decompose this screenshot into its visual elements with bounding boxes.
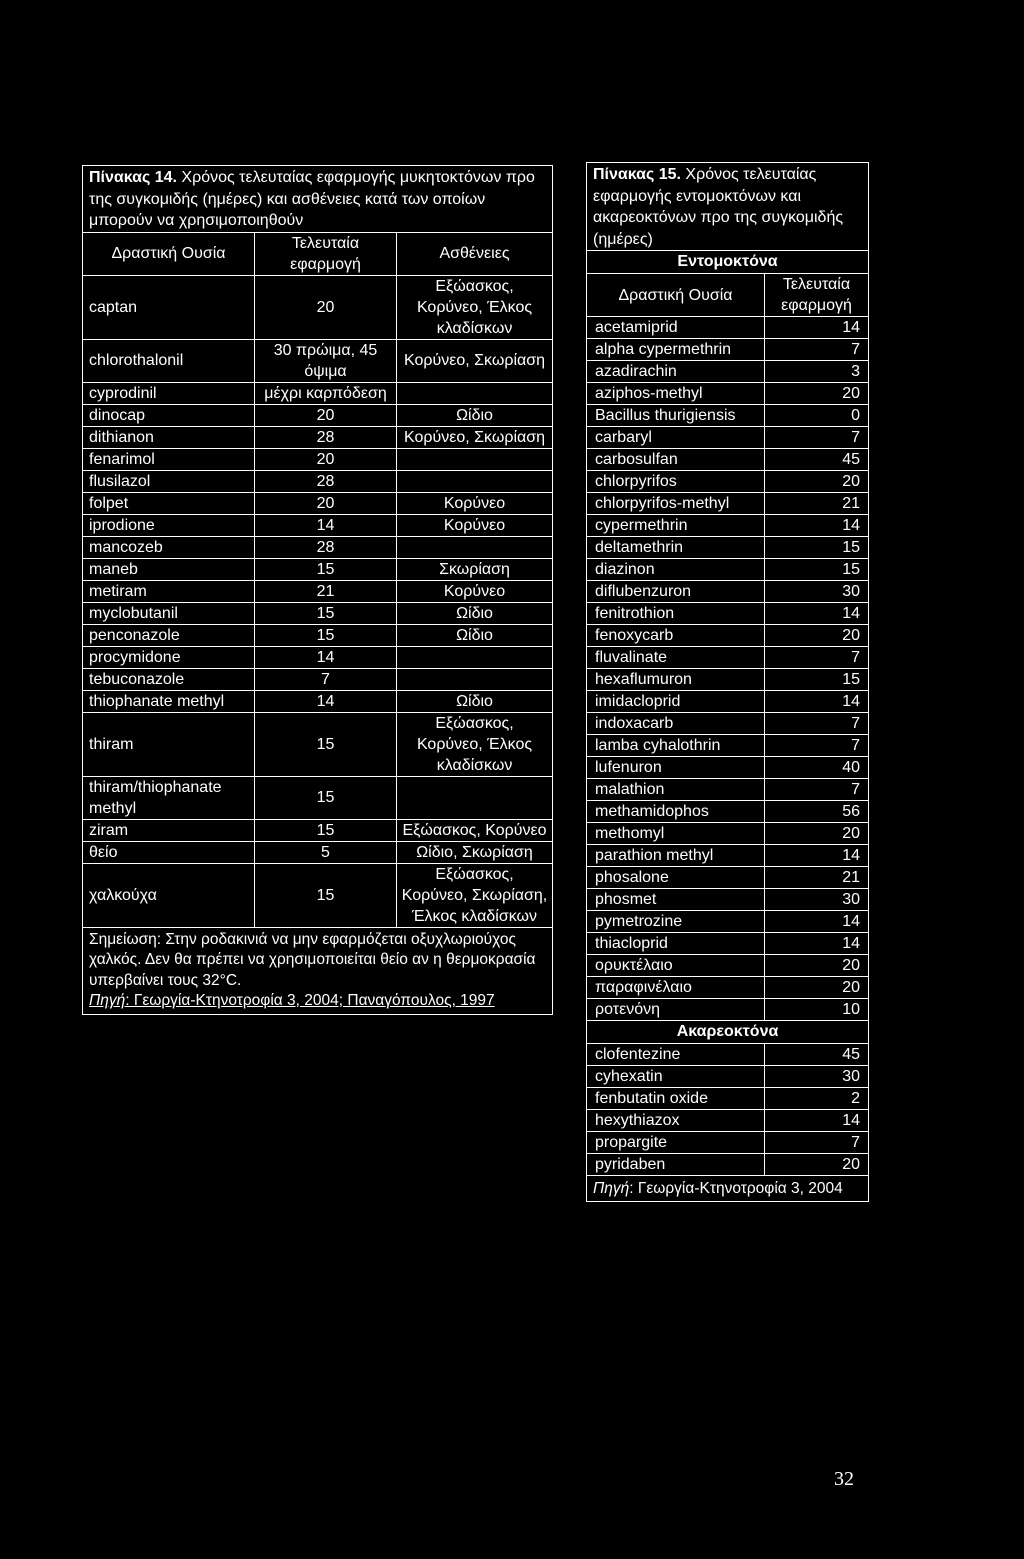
last-application-cell: 20 bbox=[765, 1154, 869, 1176]
table-15-section-row bbox=[587, 1021, 869, 1044]
table-row bbox=[587, 1066, 869, 1088]
substance-cell: diflubenzuron bbox=[587, 581, 765, 603]
table-row bbox=[83, 382, 553, 404]
last-application-cell: 20 bbox=[255, 448, 397, 470]
table-row bbox=[83, 514, 553, 536]
substance-cell: fluvalinate bbox=[587, 647, 765, 669]
table-row bbox=[587, 1088, 869, 1110]
substance-cell: fenoxycarb bbox=[587, 625, 765, 647]
last-application-cell: 14 bbox=[765, 1110, 869, 1132]
table-row bbox=[587, 581, 869, 603]
substance-cell: lufenuron bbox=[587, 757, 765, 779]
table-row bbox=[83, 536, 553, 558]
table-15-caption-number: Πίνακας 15. bbox=[593, 166, 681, 183]
last-application-cell: 30 bbox=[765, 1066, 869, 1088]
substance-cell: clofentezine bbox=[587, 1044, 765, 1066]
substance-cell: carbosulfan bbox=[587, 449, 765, 471]
substance-cell: ziram bbox=[83, 819, 255, 841]
table-14-caption bbox=[83, 166, 553, 233]
substance-cell: pymetrozine bbox=[587, 911, 765, 933]
substance-cell: lamba cyhalothrin bbox=[587, 735, 765, 757]
table-row bbox=[587, 845, 869, 867]
diseases-cell: Κορύνεο, Σκωρίαση bbox=[397, 426, 553, 448]
last-application-cell: 30 bbox=[765, 889, 869, 911]
table-row bbox=[587, 493, 869, 515]
substance-cell: folpet bbox=[83, 492, 255, 514]
substance-cell: fenitrothion bbox=[587, 603, 765, 625]
substance-cell: chlorpyrifos-methyl bbox=[587, 493, 765, 515]
table-row bbox=[83, 776, 553, 819]
substance-cell: parathion methyl bbox=[587, 845, 765, 867]
diseases-cell bbox=[397, 646, 553, 668]
table-row bbox=[587, 1154, 869, 1176]
last-application-cell: 15 bbox=[765, 537, 869, 559]
last-application-cell: 15 bbox=[765, 559, 869, 581]
substance-cell: methamidophos bbox=[587, 801, 765, 823]
last-application-cell: 14 bbox=[765, 317, 869, 339]
last-application-cell: 20 bbox=[765, 823, 869, 845]
last-application-cell: 15 bbox=[765, 669, 869, 691]
last-application-cell: 14 bbox=[765, 933, 869, 955]
table-row bbox=[587, 911, 869, 933]
substance-cell: mancozeb bbox=[83, 536, 255, 558]
source-text: : Γεωργία-Κτηνοτροφία 3, 2004; Παναγόπουλος, 1997 bbox=[125, 992, 495, 1009]
substance-cell: pyridaben bbox=[587, 1154, 765, 1176]
last-application-cell: 40 bbox=[765, 757, 869, 779]
diseases-cell: Εξώασκος, Κορύνεο, Έλκος κλαδίσκων bbox=[397, 275, 553, 339]
diseases-cell: Εξώασκος, Κορύνεο bbox=[397, 819, 553, 841]
diseases-cell: Ωίδιο bbox=[397, 690, 553, 712]
last-application-cell: 7 bbox=[765, 427, 869, 449]
table-row bbox=[83, 558, 553, 580]
table-row bbox=[83, 470, 553, 492]
last-application-cell: 14 bbox=[765, 603, 869, 625]
table-15-note-row bbox=[587, 1176, 869, 1202]
substance-cell: Bacillus thurigiensis bbox=[587, 405, 765, 427]
substance-cell: ορυκτέλαιο bbox=[587, 955, 765, 977]
table-row bbox=[587, 317, 869, 339]
substance-cell: iprodione bbox=[83, 514, 255, 536]
table-row bbox=[83, 624, 553, 646]
table-15-caption bbox=[587, 163, 869, 251]
table-row bbox=[83, 580, 553, 602]
table-row bbox=[587, 735, 869, 757]
table-row bbox=[587, 1110, 869, 1132]
substance-cell: thiacloprid bbox=[587, 933, 765, 955]
diseases-cell bbox=[397, 668, 553, 690]
substance-cell: indoxacarb bbox=[587, 713, 765, 735]
diseases-cell bbox=[397, 470, 553, 492]
substance-cell: myclobutanil bbox=[83, 602, 255, 624]
table-row bbox=[83, 404, 553, 426]
last-application-cell: 7 bbox=[255, 668, 397, 690]
last-application-cell: 7 bbox=[765, 779, 869, 801]
substance-cell: chlorothalonil bbox=[83, 339, 255, 382]
table-row bbox=[587, 339, 869, 361]
source-text: : Γεωργία-Κτηνοτροφία 3, 2004 bbox=[629, 1180, 843, 1197]
substance-cell: thiram/thiophanate methyl bbox=[83, 776, 255, 819]
substance-cell: azadirachin bbox=[587, 361, 765, 383]
substance-cell: deltamethrin bbox=[587, 537, 765, 559]
table-15 bbox=[586, 162, 869, 1202]
substance-cell: hexythiazox bbox=[587, 1110, 765, 1132]
last-application-cell: 15 bbox=[255, 712, 397, 776]
table-row bbox=[587, 1044, 869, 1066]
last-application-cell: 3 bbox=[765, 361, 869, 383]
table-row bbox=[587, 999, 869, 1021]
last-application-cell: 20 bbox=[765, 471, 869, 493]
last-application-cell: 45 bbox=[765, 449, 869, 471]
last-application-cell: 20 bbox=[255, 275, 397, 339]
table-row bbox=[587, 537, 869, 559]
last-application-cell: 15 bbox=[255, 863, 397, 927]
last-application-cell: 7 bbox=[765, 1132, 869, 1154]
table-row bbox=[587, 713, 869, 735]
substance-cell: alpha cypermethrin bbox=[587, 339, 765, 361]
substance-cell: hexaflumuron bbox=[587, 669, 765, 691]
last-application-cell: 30 bbox=[765, 581, 869, 603]
last-application-cell: 10 bbox=[765, 999, 869, 1021]
diseases-cell: Ωίδιο bbox=[397, 602, 553, 624]
diseases-cell: Κορύνεο bbox=[397, 492, 553, 514]
table-15-section-acaricides: Ακαρεοκτόνα bbox=[587, 1021, 869, 1044]
table-row bbox=[587, 449, 869, 471]
last-application-cell: 21 bbox=[765, 493, 869, 515]
diseases-cell: Κορύνεο bbox=[397, 514, 553, 536]
table-row bbox=[587, 691, 869, 713]
table-row bbox=[83, 339, 553, 382]
table-row bbox=[587, 383, 869, 405]
last-application-cell: 28 bbox=[255, 426, 397, 448]
table-row bbox=[587, 757, 869, 779]
last-application-cell: 5 bbox=[255, 841, 397, 863]
table-14-caption-number: Πίνακας 14. bbox=[89, 169, 177, 186]
last-application-cell: μέχρι καρπόδεση bbox=[255, 382, 397, 404]
substance-cell: fenarimol bbox=[83, 448, 255, 470]
substance-cell: cyprodinil bbox=[83, 382, 255, 404]
last-application-cell: 15 bbox=[255, 624, 397, 646]
substance-cell: phosalone bbox=[587, 867, 765, 889]
diseases-cell bbox=[397, 382, 553, 404]
page-number: 32 bbox=[834, 1468, 854, 1490]
table-14-caption-text: Χρόνος τελευταίας εφαρμογής μυκητοκτόνων προ της συγκομιδής (ημέρες) και ασθένειες κατά των οποίων μπορούν να χρησιμοποιηθούν bbox=[89, 169, 535, 229]
table-row bbox=[83, 426, 553, 448]
table-row bbox=[83, 646, 553, 668]
substance-cell: diazinon bbox=[587, 559, 765, 581]
substance-cell: fenbutatin oxide bbox=[587, 1088, 765, 1110]
last-application-cell: 28 bbox=[255, 470, 397, 492]
last-application-cell: 30 πρώιμα, 45 όψιμα bbox=[255, 339, 397, 382]
last-application-cell: 14 bbox=[255, 690, 397, 712]
last-application-cell: 14 bbox=[765, 845, 869, 867]
substance-cell: thiram bbox=[83, 712, 255, 776]
last-application-cell: 20 bbox=[765, 955, 869, 977]
substance-cell: metiram bbox=[83, 580, 255, 602]
table-row bbox=[83, 492, 553, 514]
table-row bbox=[83, 819, 553, 841]
substance-cell: ροτενόνη bbox=[587, 999, 765, 1021]
substance-cell: tebuconazole bbox=[83, 668, 255, 690]
table-row bbox=[587, 955, 869, 977]
substance-cell: carbaryl bbox=[587, 427, 765, 449]
table-row bbox=[587, 867, 869, 889]
table-row bbox=[83, 602, 553, 624]
substance-cell: methomyl bbox=[587, 823, 765, 845]
table-14 bbox=[82, 165, 553, 1015]
table-row bbox=[587, 933, 869, 955]
substance-cell: procymidone bbox=[83, 646, 255, 668]
last-application-cell: 20 bbox=[255, 492, 397, 514]
last-application-cell: 14 bbox=[255, 646, 397, 668]
last-application-cell: 45 bbox=[765, 1044, 869, 1066]
note-text: Σημείωση: Στην ροδακινιά να μην εφαρμόζεται οξυχλωριούχος χαλκός. Δεν θα πρέπει να χρησιμοποιείται θείο αν η θερμοκρασία υπερβαίνει τους 32°C. bbox=[89, 930, 536, 989]
substance-cell: malathion bbox=[587, 779, 765, 801]
diseases-cell: Ωίδιο, Σκωρίαση bbox=[397, 841, 553, 863]
last-application-cell: 14 bbox=[765, 691, 869, 713]
table-15-source bbox=[587, 1176, 869, 1202]
table-row bbox=[587, 515, 869, 537]
last-application-cell: 14 bbox=[765, 515, 869, 537]
table-row bbox=[587, 889, 869, 911]
table-row bbox=[83, 841, 553, 863]
last-application-cell: 21 bbox=[255, 580, 397, 602]
table-row bbox=[587, 625, 869, 647]
last-application-cell: 20 bbox=[765, 383, 869, 405]
last-application-cell: 14 bbox=[255, 514, 397, 536]
table-row bbox=[83, 448, 553, 470]
substance-cell: penconazole bbox=[83, 624, 255, 646]
diseases-cell: Σκωρίαση bbox=[397, 558, 553, 580]
last-application-cell: 15 bbox=[255, 602, 397, 624]
table-row bbox=[587, 977, 869, 999]
source-label: Πηγή bbox=[593, 1180, 630, 1197]
table-row bbox=[587, 801, 869, 823]
last-application-cell: 7 bbox=[765, 647, 869, 669]
diseases-cell: Κορύνεο bbox=[397, 580, 553, 602]
substance-cell: captan bbox=[83, 275, 255, 339]
table-row bbox=[83, 690, 553, 712]
table-15-section-insecticides: Εντομοκτόνα bbox=[587, 251, 869, 274]
diseases-cell bbox=[397, 448, 553, 470]
table-15-header-substance: Δραστική Ουσία bbox=[587, 274, 765, 317]
substance-cell: παραφινέλαιο bbox=[587, 977, 765, 999]
substance-cell: chlorpyrifos bbox=[587, 471, 765, 493]
substance-cell: χαλκούχα bbox=[83, 863, 255, 927]
source-label: Πηγή bbox=[89, 992, 126, 1009]
substance-cell: θείο bbox=[83, 841, 255, 863]
substance-cell: aziphos-methyl bbox=[587, 383, 765, 405]
table-15-caption-text: Χρόνος τελευταίας εφαρμογής εντομοκτόνων και ακαρεοκτόνων προ της συγκομιδής (ημέρες) bbox=[593, 166, 844, 248]
substance-cell: acetamiprid bbox=[587, 317, 765, 339]
last-application-cell: 21 bbox=[765, 867, 869, 889]
diseases-cell: Εξώασκος, Κορύνεο, Έλκος κλαδίσκων bbox=[397, 712, 553, 776]
table-row bbox=[587, 603, 869, 625]
table-row bbox=[83, 712, 553, 776]
table-row bbox=[83, 863, 553, 927]
table-row bbox=[587, 471, 869, 493]
last-application-cell: 20 bbox=[255, 404, 397, 426]
substance-cell: imidacloprid bbox=[587, 691, 765, 713]
substance-cell: maneb bbox=[83, 558, 255, 580]
substance-cell: cyhexatin bbox=[587, 1066, 765, 1088]
substance-cell: phosmet bbox=[587, 889, 765, 911]
table-15-header-last-application: Τελευταία εφαρμογή bbox=[765, 274, 869, 317]
table-14-note bbox=[83, 927, 553, 1014]
table-row bbox=[587, 559, 869, 581]
last-application-cell: 20 bbox=[765, 977, 869, 999]
table-14-header-diseases: Ασθένειες bbox=[397, 232, 553, 275]
table-row bbox=[83, 668, 553, 690]
substance-cell: thiophanate methyl bbox=[83, 690, 255, 712]
substance-cell: dinocap bbox=[83, 404, 255, 426]
table-row bbox=[587, 669, 869, 691]
table-14-note-row bbox=[83, 927, 553, 1014]
diseases-cell bbox=[397, 536, 553, 558]
substance-cell: cypermethrin bbox=[587, 515, 765, 537]
table-row bbox=[587, 427, 869, 449]
last-application-cell: 15 bbox=[255, 776, 397, 819]
table-row bbox=[587, 779, 869, 801]
diseases-cell bbox=[397, 776, 553, 819]
substance-cell: flusilazol bbox=[83, 470, 255, 492]
table-row bbox=[587, 647, 869, 669]
substance-cell: propargite bbox=[587, 1132, 765, 1154]
last-application-cell: 28 bbox=[255, 536, 397, 558]
last-application-cell: 7 bbox=[765, 713, 869, 735]
table-14-header-last-application: Τελευταία εφαρμογή bbox=[255, 232, 397, 275]
last-application-cell: 0 bbox=[765, 405, 869, 427]
substance-cell: dithianon bbox=[83, 426, 255, 448]
diseases-cell: Ωίδιο bbox=[397, 404, 553, 426]
last-application-cell: 7 bbox=[765, 339, 869, 361]
last-application-cell: 20 bbox=[765, 625, 869, 647]
table-row bbox=[587, 823, 869, 845]
last-application-cell: 15 bbox=[255, 819, 397, 841]
last-application-cell: 14 bbox=[765, 911, 869, 933]
last-application-cell: 56 bbox=[765, 801, 869, 823]
last-application-cell: 15 bbox=[255, 558, 397, 580]
table-row bbox=[587, 361, 869, 383]
diseases-cell: Ωίδιο bbox=[397, 624, 553, 646]
table-row bbox=[587, 405, 869, 427]
table-row bbox=[587, 1132, 869, 1154]
table-14-header-substance: Δραστική Ουσία bbox=[83, 232, 255, 275]
diseases-cell: Κορύνεο, Σκωρίαση bbox=[397, 339, 553, 382]
table-row bbox=[83, 275, 553, 339]
last-application-cell: 7 bbox=[765, 735, 869, 757]
last-application-cell: 2 bbox=[765, 1088, 869, 1110]
diseases-cell: Εξώασκος, Κορύνεο, Σκωρίαση, Έλκος κλαδίσκων bbox=[397, 863, 553, 927]
